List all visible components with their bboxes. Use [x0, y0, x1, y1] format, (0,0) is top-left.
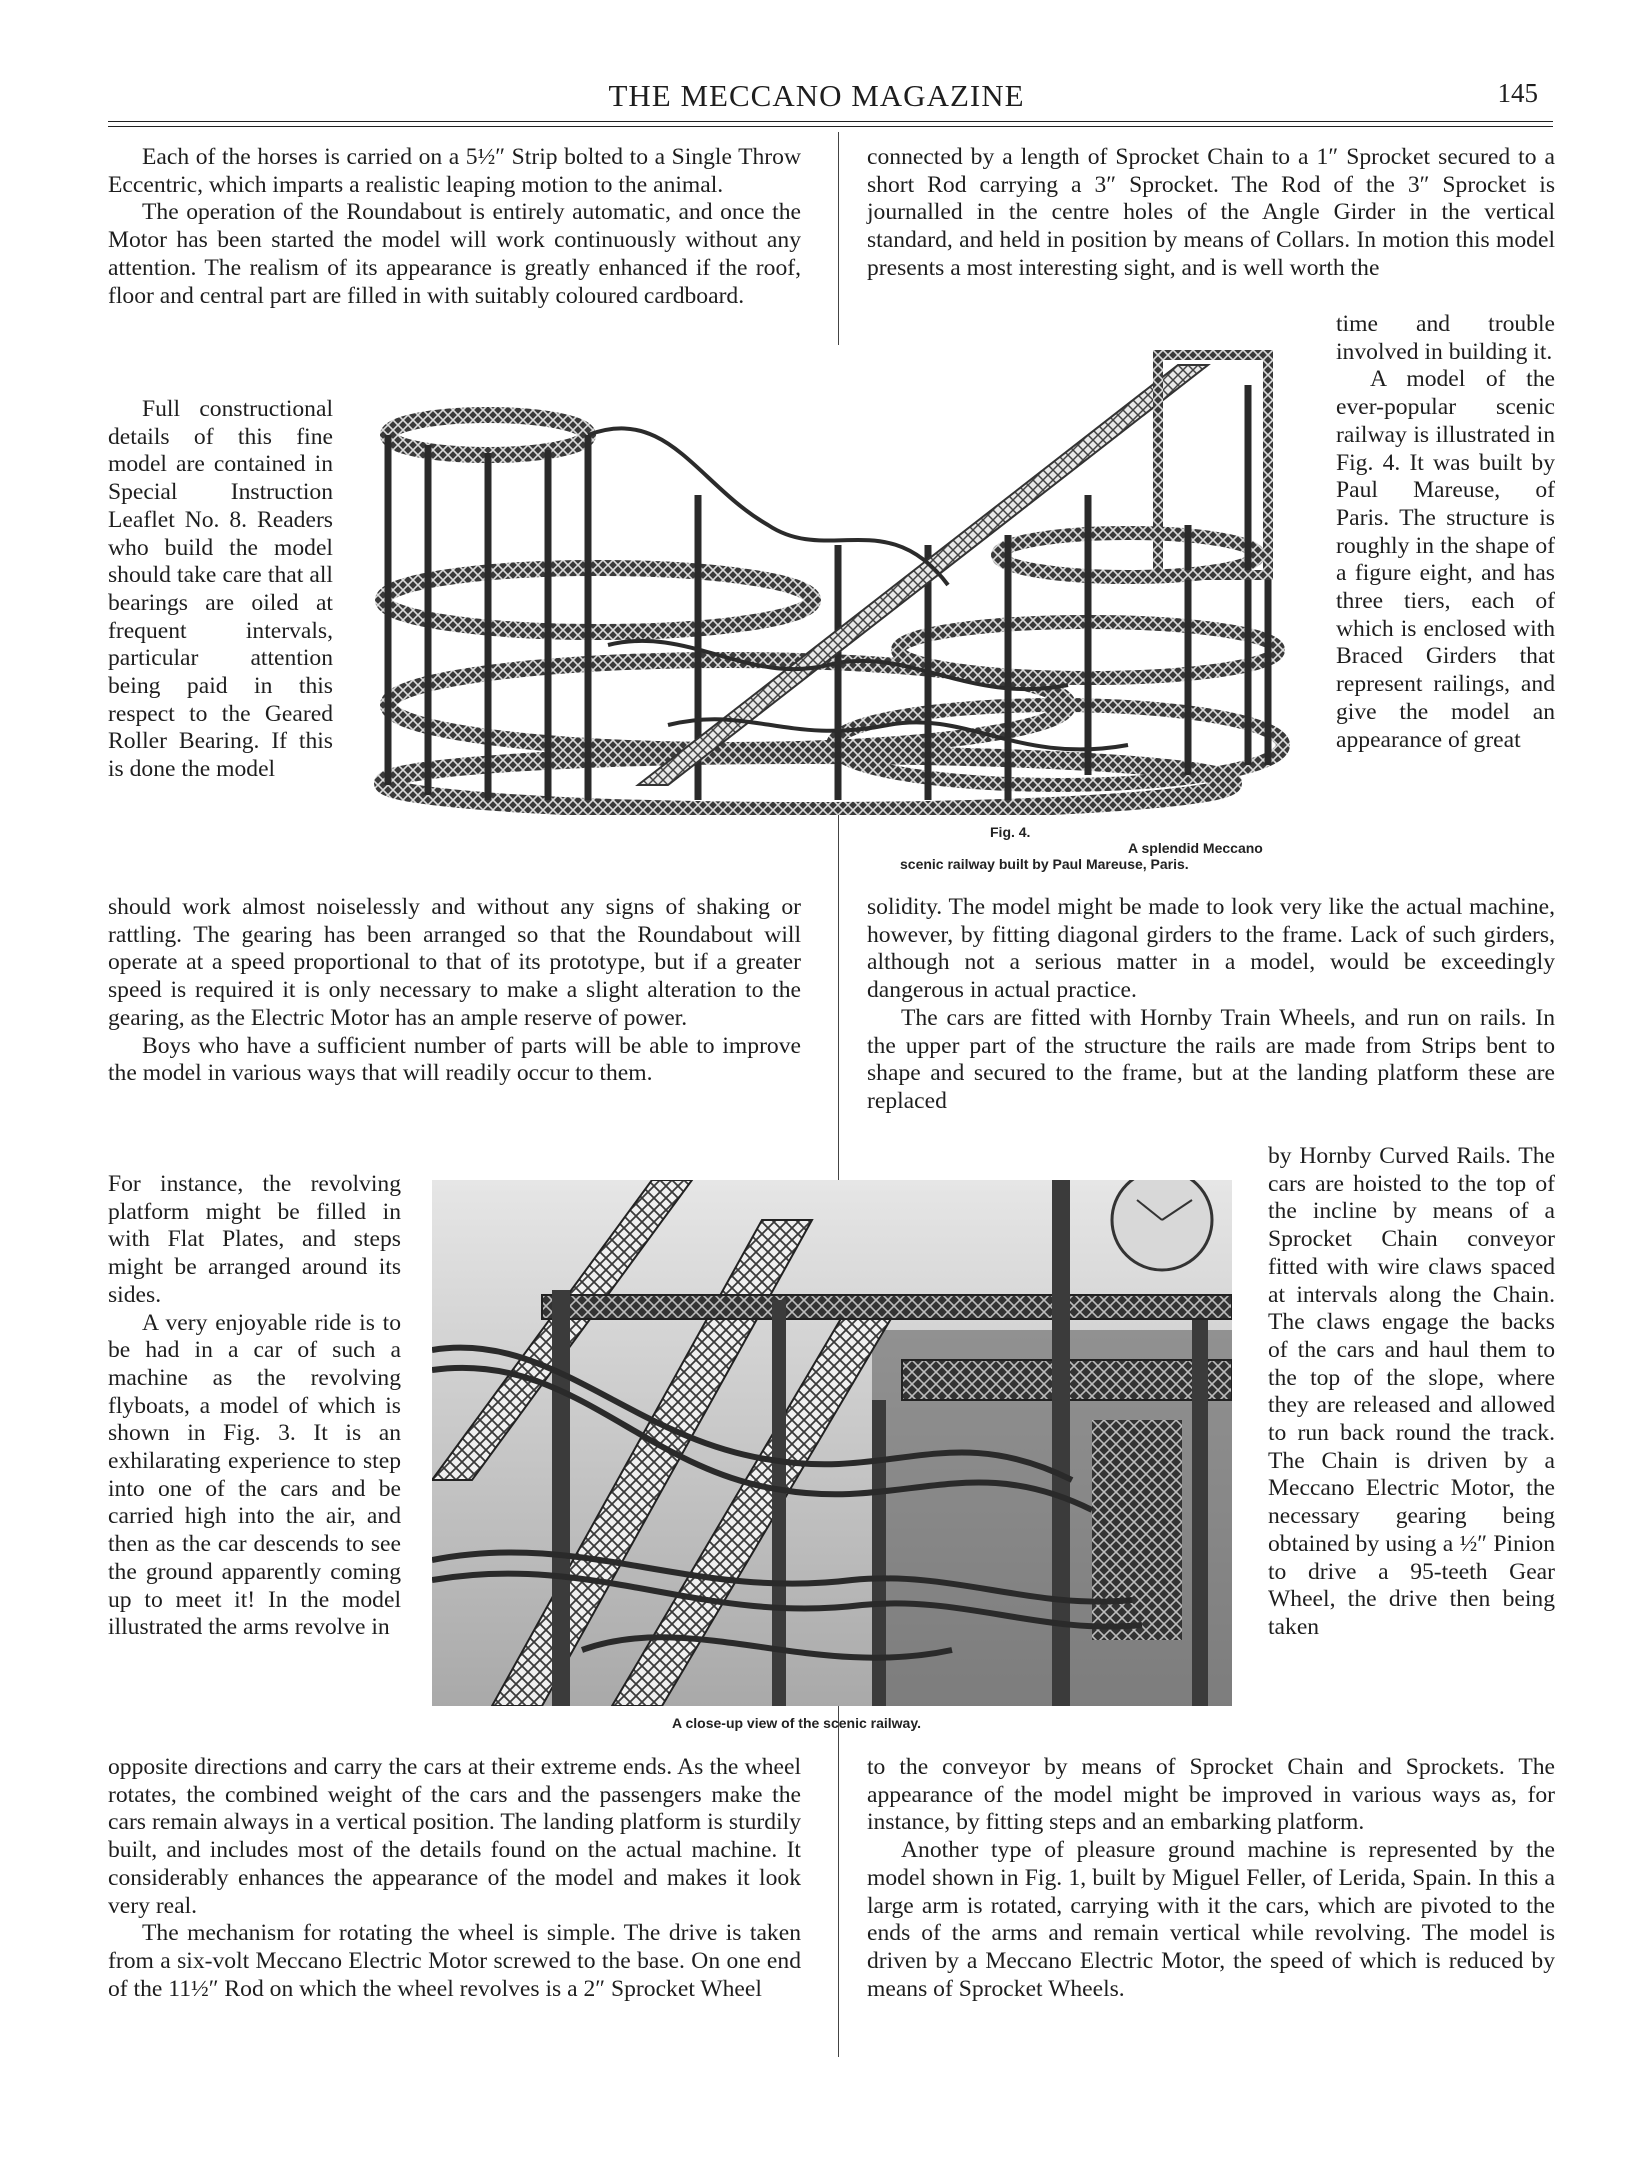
- paragraph: The operation of the Roundabout is entirely automatic, and once the Motor has been started the model will work continuously without any attention. The realism of its appearance is greatly enhanced if the roof, floor and central part are filled in with suitably coloured cardboard.: [108, 199, 801, 309]
- col1-narrow-text-1: [108, 396, 333, 784]
- paragraph: opposite directions and carry the cars at their extreme ends. As the wheel rotates, the combined weight of the cars and the passengers make the cars remain always in a vertical position. The landing platform is sturdily built, and includes most of the details found on the actual machine. It considerably enhances the appearance of the model and makes it look very real.: [108, 1754, 801, 1919]
- paragraph: Each of the horses is carried on a 5½″ Strip bolted to a Single Throw Eccentric, which imparts a realistic leaping motion to the animal.: [108, 144, 801, 198]
- col2-narrow-text-1: [1336, 311, 1555, 754]
- fig4-label: Fig. 4.: [990, 824, 1031, 840]
- page-number: 145: [1497, 78, 1538, 108]
- paragraph: solidity. The model might be made to look very like the actual machine, however, by fitting diagonal girders to the frame. Lack of such girders, although not a serious matter in a model, would be exceedingly dangerous in actual practice.: [867, 894, 1555, 1004]
- paragraph: Boys who have a sufficient number of parts will be able to improve the model in various ways that will readily occur to them.: [108, 1032, 801, 1087]
- header-rule-top: [108, 121, 1553, 122]
- col1-top-text: [108, 144, 801, 310]
- col2-mid-text: [867, 894, 1555, 1116]
- col1-mid-text: [108, 894, 801, 1088]
- closeup-caption: A close-up view of the scenic railway.: [672, 1715, 921, 1731]
- paragraph: A model of the ever-popular scenic railway is illustrated in Fig. 4. It was built by Paul Mareuse, of Paris. The structure is roughly in the shape of a figure eight, and has three tiers, each of which is enclosed with Braced Girders that represent railings, and give the model an appearance of great: [1336, 366, 1555, 753]
- paragraph: A very enjoyable ride is to be had in a car of such a machine as the revolving flyboats, a model of which is shown in Fig. 3. It is an exhilarating experience to step into one of the cars and be carried high into the air, and then as the car descends to see the ground apparently coming up to meet it! In the model illustrated the arms revolve in: [108, 1309, 401, 1641]
- fig4-caption-line1: A splendid Meccano: [1128, 840, 1263, 856]
- paragraph: by Hornby Curved Rails. The cars are hoisted to the top of the incline by means of a Sprocket Chain conveyor fitted with wire claws spaced at intervals along the Chain. The claws engage the backs of the cars and haul them to the top of the slope, where they are released and allowed to run back round the track. The Chain is driven by a Meccano Electric Motor, the necessary gearing being obtained by using a ½″ Pinion to drive a 95-teeth Gear Wheel, the drive then being taken: [1268, 1143, 1555, 1640]
- paragraph: For instance, the revolving platform might be filled in with Flat Plates, and steps might be arranged around its sides.: [108, 1171, 401, 1308]
- paragraph: to the conveyor by means of Sprocket Chain and Sprockets. The appearance of the model might be improved in various ways as, for instance, by fitting steps and an embarking platform.: [867, 1754, 1555, 1836]
- closeup-scenic-railway-photo: [432, 1180, 1232, 1706]
- col2-top-text: [867, 144, 1555, 283]
- col2-narrow-text-2: [1268, 1143, 1555, 1642]
- paragraph: The mechanism for rotating the wheel is simple. The drive is taken from a six-volt Meccano Electric Motor screwed to the base. On one end of the 11½″ Rod on which the wheel revolves is a 2″ Sprocket Wheel: [108, 1920, 801, 2002]
- paragraph: should work almost noiselessly and without any signs of shaking or rattling. The gearing has been arranged so that the Roundabout will operate at a speed proportional to that of its prototype, but if a greater speed is required it is only necessary to make a slight alteration to the gearing, as the Electric Motor has an ample reserve of power.: [108, 894, 801, 1031]
- header-rule-bottom: [108, 126, 1553, 127]
- paragraph: connected by a length of Sprocket Chain to a 1″ Sprocket secured to a short Rod carrying a 3″ Sprocket. The Rod of the 3″ Sprocket is journalled in the centre holes of the Angle Girder in the vertical standard, and held in position by means of Collars. In motion this model presents a most interesting sight, and is well worth the: [867, 144, 1555, 281]
- col1-narrow-text-2: [108, 1171, 401, 1642]
- paragraph: Another type of pleasure ground machine is represented by the model shown in Fig. 1, built by Miguel Feller, of Lerida, Spain. In this a large arm is rotated, carrying with it the cars, which are pivoted to the ends of the arms and remain vertical while revolving. The model is driven by a Meccano Electric Motor, the speed of which is reduced by means of Sprocket Wheels.: [867, 1837, 1555, 2002]
- magazine-title: THE MECCANO MAGAZINE: [608, 78, 1025, 113]
- page-header: [0, 78, 1633, 118]
- fig4-scenic-railway-photo: [368, 345, 1302, 815]
- col2-bottom-text: [867, 1754, 1555, 2003]
- col1-bottom-text: [108, 1754, 801, 2003]
- fig4-caption-line2: scenic railway built by Paul Mareuse, Paris.: [900, 856, 1189, 872]
- paragraph: Full constructional details of this fine model are contained in Special Instruction Leaflet No. 8. Readers who build the model should take care that all bearings are oiled at frequent intervals, particular attention being paid in this respect to the Geared Roller Bearing. If this is done the model: [108, 396, 333, 783]
- paragraph: The cars are fitted with Hornby Train Wheels, and run on rails. In the upper part of the structure the rails are made from Strips bent to shape and secured to the frame, but at the landing platform these are replaced: [867, 1004, 1555, 1114]
- paragraph: time and trouble involved in building it.: [1336, 311, 1555, 365]
